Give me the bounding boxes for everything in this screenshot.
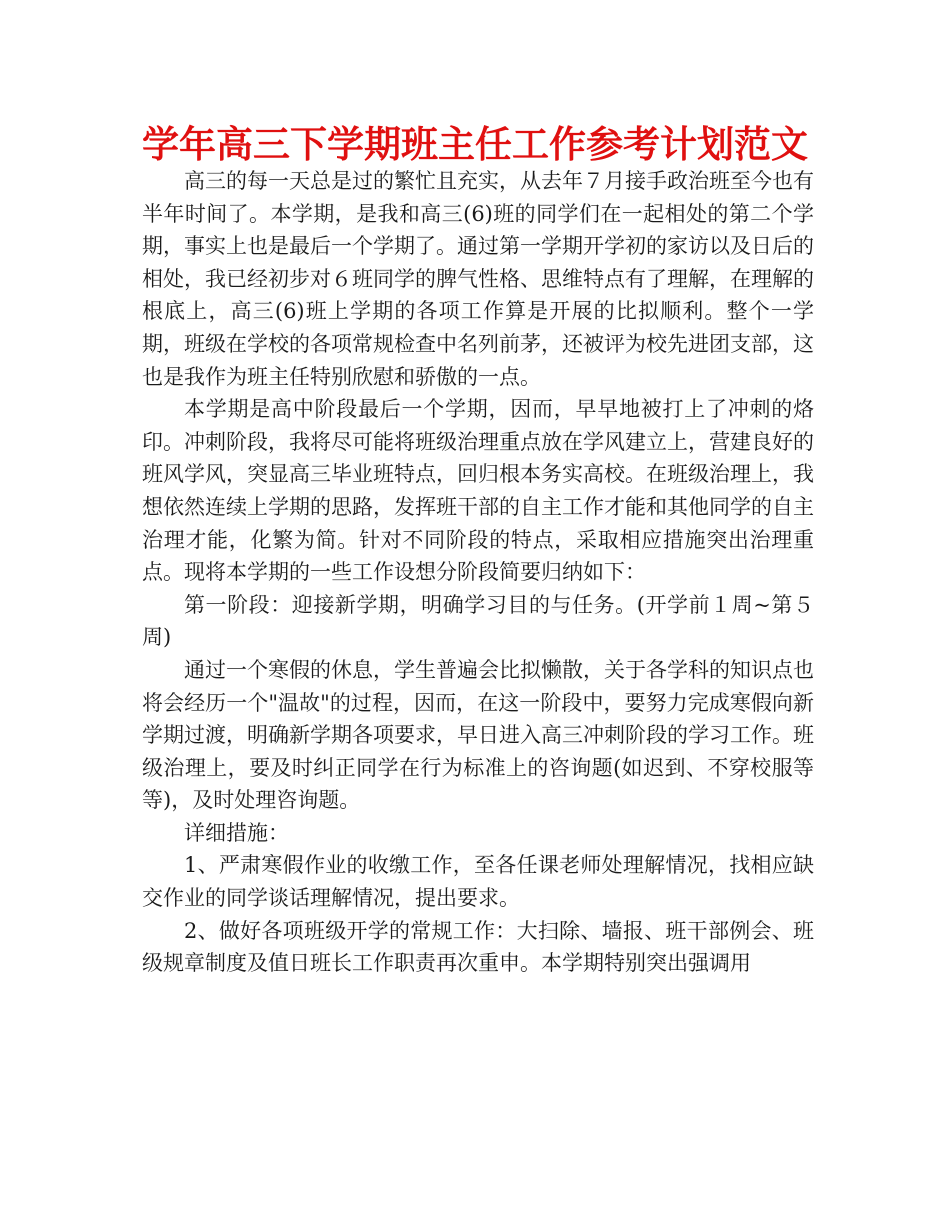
- paragraph: 2、做好各项班级开学的常规工作：大扫除、墙报、班干部例会、班级规章制度及值日班长工作职责再次重申。本学期特别突出强调用: [142, 918, 814, 976]
- paragraph: 第一阶段：迎接新学期，明确学习目的与任务。(开学前１周~第５周): [142, 592, 814, 650]
- paragraph: 高三的每一天总是过的繁忙且充实，从去年７月接手政治班至今也有半年时间了。本学期，是我和高三(6)班的同学们在一起相处的第二个学期，事实上也是最后一个学期了。通过第一学期开学初的家访以及日后的相处，我已经初步对６班同学的脾气性格、思维特点有了理解，在理解的根底上，高三(6)班上学期的各项工作算是开展的比拟顺利。整个一学期，班级在学校的各项常规检查中名列前茅，还被评为校先进团支部，这也是我作为班主任特别欣慰和骄傲的一点。: [142, 169, 814, 389]
- paragraph: 详细措施：: [184, 820, 289, 845]
- document-title: 学年高三下学期班主任工作参考计划范文: [142, 122, 808, 166]
- paragraph: 1、严肃寒假作业的收缴工作，至各任课老师处理解情况，找相应缺交作业的同学谈话理解情况，提出要求。: [142, 853, 814, 911]
- document-body: [142, 165, 814, 980]
- paragraph: 本学期是高中阶段最后一个学期，因而，早早地被打上了冲刺的烙印。冲刺阶段，我将尽可能将班级治理重点放在学风建立上，营建良好的班风学风，突显高三毕业班特点，回归根本务实高校。在班级治理上，我想依然连续上学期的思路，发挥班干部的自主工作才能和其他同学的自主治理才能，化繁为简。针对不同阶段的特点，采取相应措施突出治理重点。现将本学期的一些工作设想分阶段简要归纳如下：: [142, 397, 814, 585]
- paragraph: 通过一个寒假的休息，学生普遍会比拟懒散，关于各学科的知识点也将会经历一个"温故"的过程，因而，在这一阶段中，要努力完成寒假向新学期过渡，明确新学期各项要求，早日进入高三冲刺阶段的学习工作。班级治理上，要及时纠正同学在行为标准上的咨询题(如迟到、不穿校服等等)，及时处理咨询题。: [142, 657, 814, 813]
